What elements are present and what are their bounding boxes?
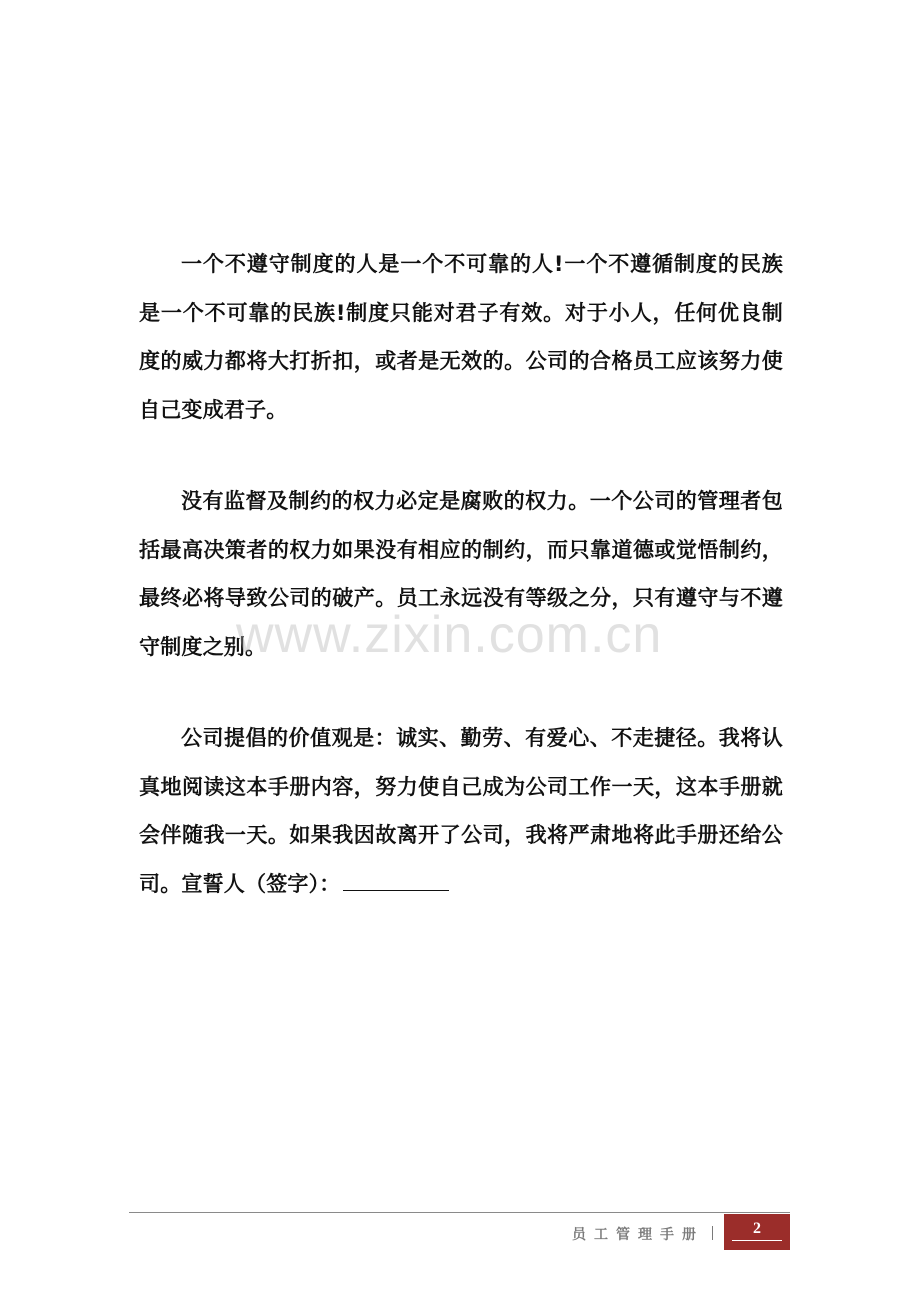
signature-line bbox=[343, 872, 449, 891]
paragraph-2: 没有监督及制约的权力必定是腐败的权力。一个公司的管理者包括最高决策者的权力如果没有相应的制约，而只靠道德或觉悟制约，最终必将导致公司的破产。员工永远没有等级之分，只有遵守与不遵守制度之别。 bbox=[139, 489, 783, 659]
footer-divider bbox=[129, 1212, 790, 1213]
paragraph-1: 一个不遵守制度的人是一个不可靠的人!一个不遵循制度的民族是一个不可靠的民族!制度只能对君子有效。对于小人，任何优良制度的威力都将大打折扣，或者是无效的。公司的合格员工应该努力使自己变成君子。 bbox=[139, 252, 783, 422]
paragraph-3-text: 公司提倡的价值观是：诚实、勤劳、有爱心、不走捷径。我将认真地阅读这本手册内容，努力使自己成为公司工作一天，这本手册就会伴随我一天。如果我因故离开了公司，我将严肃地将此手册还给公司。宣誓人（签字）： bbox=[139, 726, 783, 896]
page-number-underline bbox=[732, 1240, 782, 1241]
watermark: www.zixin.com.cn bbox=[236, 606, 663, 664]
page-number: 2 bbox=[753, 1220, 761, 1237]
footer-separator bbox=[712, 1226, 713, 1240]
paragraph-3 bbox=[139, 714, 783, 908]
document-body bbox=[139, 240, 783, 951]
page-number-box bbox=[724, 1214, 790, 1250]
footer-title: 员工管理手册 bbox=[572, 1227, 704, 1243]
